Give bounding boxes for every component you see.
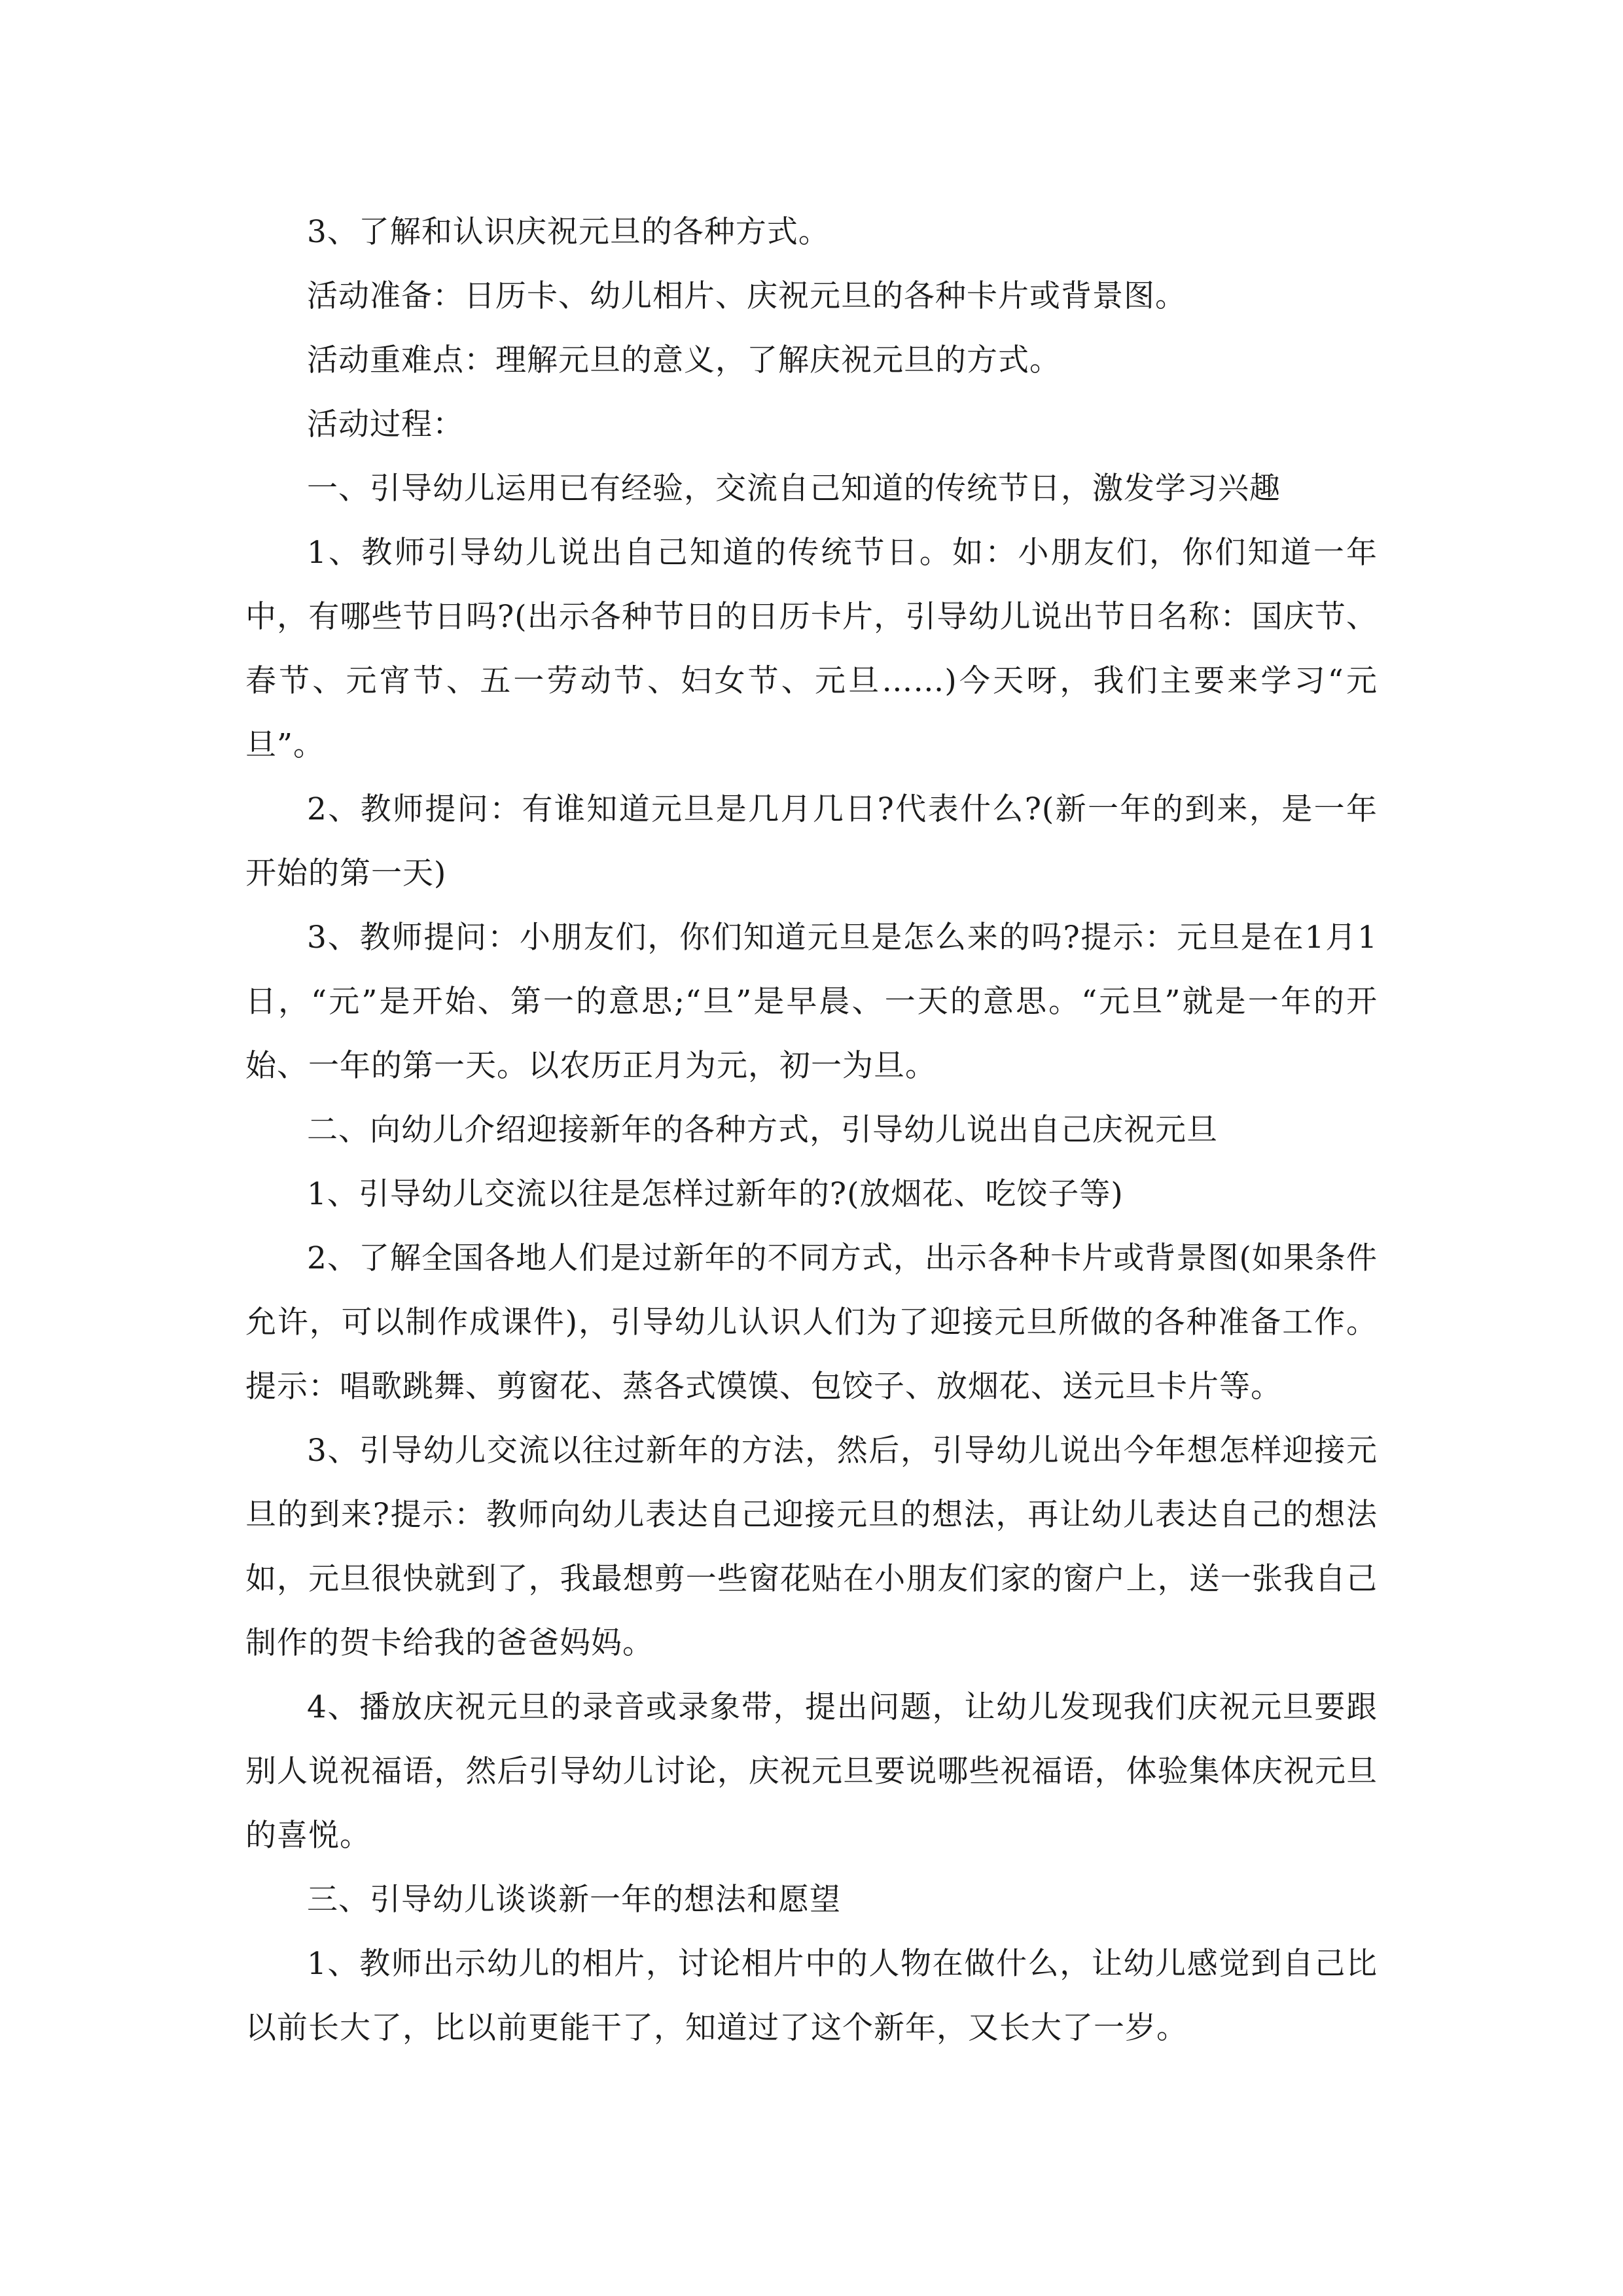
document-body: [245, 200, 1378, 2060]
paragraph: 2、教师提问：有谁知道元旦是几月几日?代表什么?(新一年的到来，是一年开始的第一天): [245, 791, 1378, 891]
paragraph: 一、引导幼儿运用已有经验，交流自己知道的传统节日，激发学习兴趣: [307, 471, 1281, 507]
paragraph: 2、了解全国各地人们是过新年的不同方式，出示各种卡片或背景图(如果条件允许，可以制作成课件)，引导幼儿认识人们为了迎接元旦所做的各种准备工作。提示：唱歌跳舞、剪窗花、蒸各式馍馍、包饺子、放烟花、送元旦卡片等。: [245, 1240, 1378, 1405]
paragraph: 3、了解和认识庆祝元旦的各种方式。: [307, 214, 830, 250]
paragraph: 3、引导幼儿交流以往过新年的方法，然后，引导幼儿说出今年想怎样迎接元旦的到来?提示：教师向幼儿表达自己迎接元旦的想法，再让幼儿表达自己的想法如，元旦很快就到了，我最想剪一些窗花贴在小朋友们家的窗户上，送一张我自己制作的贺卡给我的爸爸妈妈。: [245, 1433, 1378, 1661]
paragraph: 4、播放庆祝元旦的录音或录象带，提出问题，让幼儿发现我们庆祝元旦要跟别人说祝福语，然后引导幼儿讨论，庆祝元旦要说哪些祝福语，体验集体庆祝元旦的喜悦。: [245, 1689, 1378, 1854]
paragraph: 三、引导幼儿谈谈新一年的想法和愿望: [307, 1882, 841, 1918]
paragraph: 3、教师提问：小朋友们，你们知道元旦是怎么来的吗?提示：元旦是在1月1日，“元”是开始、第一的意思;“旦”是早晨、一天的意思。“元旦”就是一年的开始、一年的第一天。以农历正月为元，初一为旦。: [245, 920, 1378, 1084]
paragraph: 活动准备：日历卡、幼儿相片、庆祝元旦的各种卡片或背景图。: [307, 278, 1186, 314]
paragraph: 1、引导幼儿交流以往是怎样过新年的?(放烟花、吃饺子等): [307, 1176, 1124, 1212]
paragraph: 1、教师出示幼儿的相片，讨论相片中的人物在做什么，让幼儿感觉到自己比以前长大了，比以前更能干了，知道过了这个新年，又长大了一岁。: [245, 1946, 1378, 2046]
paragraph: 1、教师引导幼儿说出自己知道的传统节日。如：小朋友们，你们知道一年中，有哪些节日吗?(出示各种节日的日历卡片，引导幼儿说出节日名称：国庆节、春节、元宵节、五一劳动节、妇女节、元旦……)今天呀，我们主要来学习“元旦”。: [245, 535, 1378, 763]
paragraph: 二、向幼儿介绍迎接新年的各种方式，引导幼儿说出自己庆祝元旦: [307, 1112, 1218, 1148]
paragraph: 活动重难点：理解元旦的意义，了解庆祝元旦的方式。: [307, 342, 1061, 378]
paragraph: 活动过程：: [307, 406, 464, 442]
